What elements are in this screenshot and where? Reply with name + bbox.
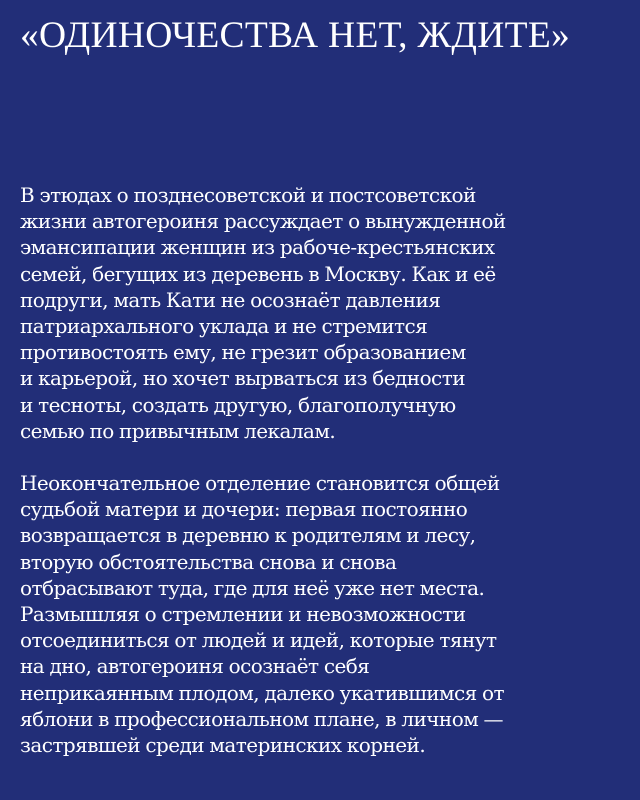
- page-title: «ОДИНОЧЕСТВА НЕТ, ЖДИТЕ»: [20, 15, 571, 56]
- text-line: на дно, автогероиня осознаёт себя: [20, 654, 370, 679]
- text-line: жизни автогероиня рассуждает о вынужденной: [20, 209, 506, 234]
- text-line: эмансипации женщин из рабоче-крестьянских: [20, 235, 495, 260]
- text-line: яблони в профессиональном плане, в личном —: [20, 706, 503, 731]
- text-line: и тесноты, создать другую, благополучную: [20, 392, 456, 417]
- text-line: семей, бегущих из деревень в Москву. Как и её: [20, 261, 496, 286]
- paragraph-2: [20, 470, 624, 758]
- text-line: подруги, мать Кати не осознаёт давления: [20, 287, 441, 312]
- text-line: судьбой матери и дочери: первая постоянно: [20, 497, 468, 522]
- text-line: семью по привычным лекалам.: [20, 418, 336, 443]
- text-line: отсоединиться от людей и идей, которые тянут: [20, 628, 497, 653]
- text-line: возвращается в деревню к родителям и лесу,: [20, 523, 476, 548]
- text-line: В этюдах о позднесоветской и постсоветской: [20, 183, 476, 207]
- text-line: неприкаянным плодом, далеко укатившимся от: [20, 680, 505, 705]
- paragraph-1: [20, 182, 624, 444]
- text-line: противостоять ему, не грезит образованием: [20, 340, 466, 365]
- text-line: и карьерой, но хочет вырваться из бедности: [20, 366, 466, 391]
- text-line: отбрасывают туда, где для неё уже нет места.: [20, 575, 485, 600]
- text-line: патриархального уклада и не стремится: [20, 314, 428, 339]
- text-line: Размышляя о стремлении и невозможности: [20, 602, 466, 627]
- text-line: застрявшей среди материнских корней.: [20, 733, 426, 758]
- text-line: Неокончательное отделение становится общей: [20, 471, 500, 496]
- article-body: [20, 182, 624, 758]
- text-line: вторую обстоятельства снова и снова: [20, 549, 397, 574]
